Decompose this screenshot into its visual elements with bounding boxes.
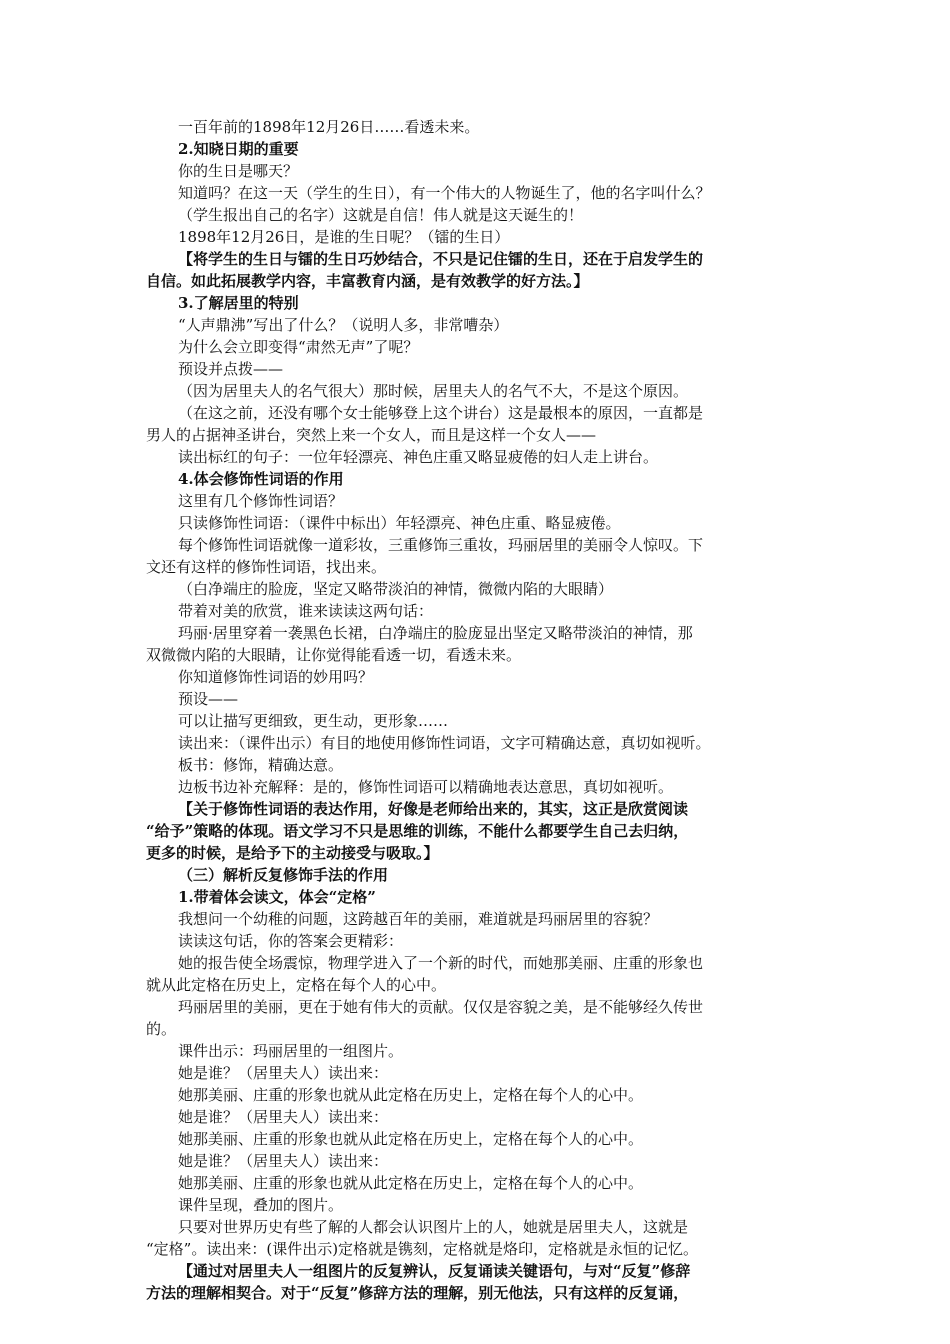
- text-line: 板书：修饰，精确达意。: [178, 756, 344, 774]
- text-line: 只读修饰性词语：（课件中标出）年轻漂亮、神色庄重、略显疲倦。: [178, 514, 621, 532]
- text-line: 可以让描写更细致，更生动，更形象……: [178, 712, 449, 730]
- document-body: [146, 116, 806, 1304]
- text-line: 课件呈现，叠加的图片。: [178, 1196, 344, 1214]
- text-line: 玛丽·居里穿着一袭黑色长裙，白净端庄的脸庞显出坚定又略带淡泊的神情，那: [178, 624, 693, 642]
- text-line: 她是谁？（居里夫人）读出来：: [178, 1152, 389, 1170]
- text-line: 读出来：（课件出示）有目的地使用修饰性词语，文字可精确达意，真切如视听。: [178, 734, 711, 752]
- text-line: “定格”。读出来：(课件出示)定格就是镌刻，定格就是烙印，定格就是永恒的记忆。: [146, 1240, 699, 1258]
- text-line: 4.体会修饰性词语的作用: [178, 470, 344, 488]
- text-line: 读读这句话，你的答案会更精彩：: [178, 932, 404, 950]
- text-line: 男人的占据神圣讲台，突然上来一个女人，而且是这样一个女人——: [146, 426, 597, 444]
- text-line: （学生报出自己的名字）这就是自信！伟人就是这天诞生的！: [178, 206, 584, 224]
- text-line: 2.知晓日期的重要: [178, 140, 299, 158]
- text-line: 方法的理解相契合。对于“反复”修辞方法的理解，别无他法，只有这样的反复诵，: [146, 1284, 689, 1302]
- text-line: 她是谁？（居里夫人）读出来：: [178, 1064, 389, 1082]
- text-line: 课件出示：玛丽居里的一组图片。: [178, 1042, 404, 1060]
- text-line: （白净端庄的脸庞，坚定又略带淡泊的神情，微微内陷的大眼睛）: [178, 580, 614, 598]
- text-line: 读出标红的句子：一位年轻漂亮、神色庄重又略显疲倦的妇人走上讲台。: [178, 448, 659, 466]
- text-line: 1898年12月26日，是谁的生日呢？（镭的生日）: [178, 228, 510, 246]
- text-line: 【通过对居里夫人一组图片的反复辨认，反复诵读关键语句，与对“反复”修辞: [178, 1262, 691, 1280]
- text-line: 每个修饰性词语就像一道彩妆，三重修饰三重妆，玛丽居里的美丽令人惊叹。下: [178, 536, 704, 554]
- text-line: 她那美丽、庄重的形象也就从此定格在历史上，定格在每个人的心中。: [178, 1174, 644, 1192]
- text-line: 为什么会立即变得“肃然无声”了呢？: [178, 338, 419, 356]
- text-line: 她那美丽、庄重的形象也就从此定格在历史上，定格在每个人的心中。: [178, 1130, 644, 1148]
- text-line: 玛丽居里的美丽，更在于她有伟大的贡献。仅仅是容貌之美，是不能够经久传世: [178, 998, 704, 1016]
- text-line: （三）解析反复修饰手法的作用: [178, 866, 389, 884]
- text-line: 这里有几个修饰性词语？: [178, 492, 344, 510]
- text-line: 一百年前的1898年12月26日……看透未来。: [178, 118, 480, 136]
- text-line: “给予”策略的体现。语文学习不只是思维的训练，不能什么都要学生自己去归纳，: [146, 822, 689, 840]
- text-line: “人声鼎沸”写出了什么？（说明人多，非常嘈杂）: [178, 316, 509, 334]
- text-line: 就从此定格在历史上，定格在每个人的心中。: [146, 976, 447, 994]
- text-line: （在这之前，还没有哪个女士能够登上这个讲台）这是最根本的原因，一直都是: [178, 404, 704, 422]
- text-line: 文还有这样的修饰性词语，找出来。: [146, 558, 387, 576]
- text-line: 预设——: [178, 690, 239, 708]
- text-line: 带着对美的欣赏，谁来读读这两句话：: [178, 602, 434, 620]
- text-line: 更多的时候，是给予下的主动接受与吸取。】: [146, 844, 439, 862]
- text-line: 你知道修饰性词语的妙用吗？: [178, 668, 374, 686]
- text-line: 自信。如此拓展教学内容，丰富教育内涵，是有效教学的好方法。】: [146, 272, 589, 290]
- text-line: 3.了解居里的特别: [178, 294, 299, 312]
- text-line: 双微微内陷的大眼睛，让你觉得能看透一切，看透未来。: [146, 646, 522, 664]
- text-line: 【关于修饰性词语的表达作用，好像是老师给出来的，其实，这正是欣赏阅读: [178, 800, 689, 818]
- text-line: 我想问一个幼稚的问题，这跨越百年的美丽，难道就是玛丽居里的容貌？: [178, 910, 659, 928]
- text-line: 她是谁？（居里夫人）读出来：: [178, 1108, 389, 1126]
- text-line: 她那美丽、庄重的形象也就从此定格在历史上，定格在每个人的心中。: [178, 1086, 644, 1104]
- text-line: 预设并点拨——: [178, 360, 284, 378]
- text-line: 边板书边补充解释：是的，修饰性词语可以精确地表达意思，真切如视听。: [178, 778, 674, 796]
- text-line: （因为居里夫人的名气很大）那时候，居里夫人的名气不大，不是这个原因。: [178, 382, 689, 400]
- text-line: 的。: [146, 1020, 177, 1038]
- text-line: 1.带着体会读文，体会“定格”: [178, 888, 376, 906]
- text-line: 你的生日是哪天？: [178, 162, 299, 180]
- text-line: 她的报告使全场震惊，物理学进入了一个新的时代，而她那美丽、庄重的形象也: [178, 954, 704, 972]
- text-line: 只要对世界历史有些了解的人都会认识图片上的人，她就是居里夫人，这就是: [178, 1218, 689, 1236]
- text-line: 【将学生的生日与镭的生日巧妙结合，不只是记住镭的生日，还在于启发学生的: [178, 250, 704, 268]
- text-line: 知道吗？在这一天（学生的生日），有一个伟大的人物诞生了，他的名字叫什么？: [178, 184, 711, 202]
